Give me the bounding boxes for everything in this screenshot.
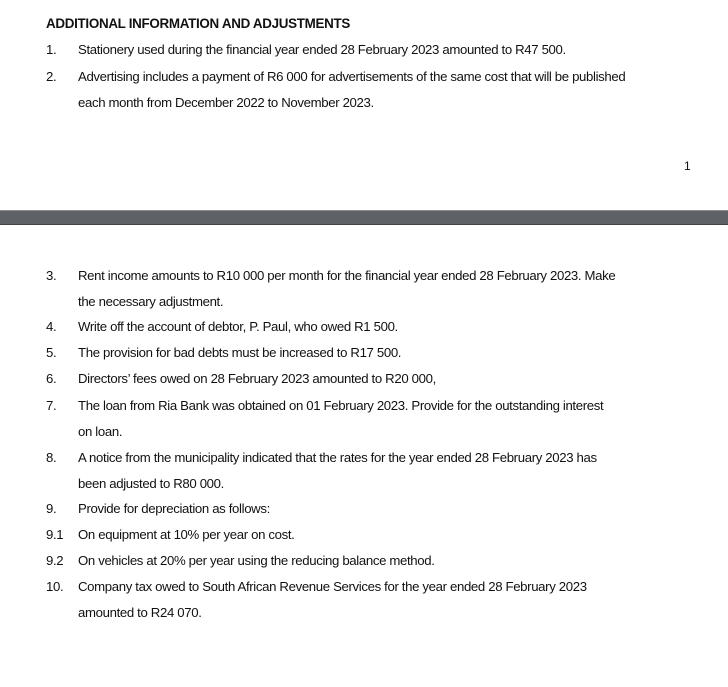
- item-text-9-1: On equipment at 10% per year on cost.: [78, 527, 295, 542]
- page-2: [0, 225, 728, 687]
- item-number-1: 1.: [46, 42, 57, 57]
- item-number-5: 5.: [46, 345, 57, 360]
- item-text-4: Write off the account of debtor, P. Paul, who owed R1 500.: [78, 319, 398, 334]
- item-text-5: The provision for bad debts must be increased to R17 500.: [78, 345, 402, 360]
- item-text-6: Directors’ fees owed on 28 February 2023 amounted to R20 000,: [78, 371, 436, 386]
- item-number-4: 4.: [46, 319, 57, 334]
- page-separator: [0, 210, 728, 225]
- item-number-10: 10.: [46, 579, 64, 594]
- item-text-3-cont: the necessary adjustment.: [78, 294, 224, 309]
- item-text-9: Provide for depreciation as follows:: [78, 501, 270, 516]
- item-text-9-2: On vehicles at 20% per year using the reducing balance method.: [78, 553, 435, 568]
- item-number-7: 7.: [46, 398, 57, 413]
- item-number-9-1: 9.1: [46, 527, 64, 542]
- item-text-8: A notice from the municipality indicated that the rates for the year ended 28 February 2023 has: [78, 450, 597, 465]
- item-text-8-cont: been adjusted to R80 000.: [78, 476, 224, 491]
- item-text-7: The loan from Ria Bank was obtained on 01 February 2023. Provide for the outstanding interest: [78, 398, 604, 413]
- page-number: 1: [684, 159, 691, 173]
- item-text-1: Stationery used during the financial year ended 28 February 2023 amounted to R47 500.: [78, 42, 566, 57]
- item-number-6: 6.: [46, 371, 57, 386]
- page-1: [0, 0, 728, 210]
- item-text-3: Rent income amounts to R10 000 per month for the financial year ended 28 February 2023. Make: [78, 268, 616, 283]
- item-text-2-cont: each month from December 2022 to November 2023.: [78, 95, 374, 110]
- item-number-9-2: 9.2: [46, 553, 64, 568]
- item-number-2: 2.: [46, 69, 57, 84]
- item-text-7-cont: on loan.: [78, 424, 123, 439]
- item-number-9: 9.: [46, 501, 57, 516]
- item-number-8: 8.: [46, 450, 57, 465]
- item-text-10-cont: amounted to R24 070.: [78, 605, 202, 620]
- item-number-3: 3.: [46, 268, 57, 283]
- item-text-10: Company tax owed to South African Revenue Services for the year ended 28 February 2023: [78, 579, 587, 594]
- item-text-2: Advertising includes a payment of R6 000 for advertisements of the same cost that will be published: [78, 69, 626, 84]
- section-heading: ADDITIONAL INFORMATION AND ADJUSTMENTS: [46, 16, 351, 31]
